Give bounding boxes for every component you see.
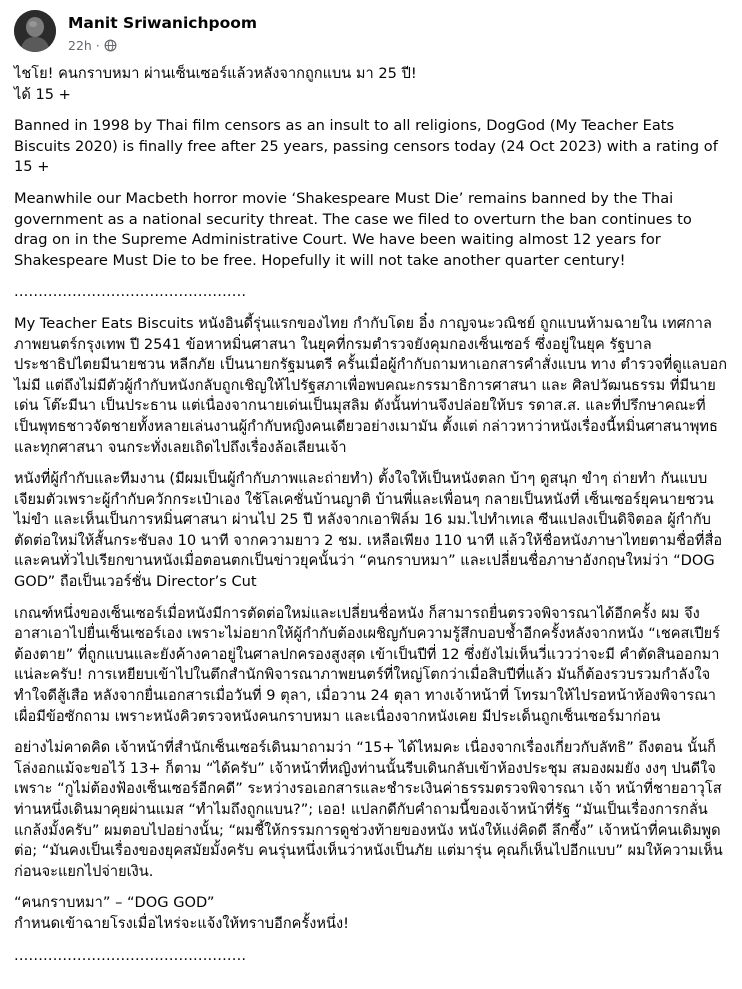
post-timestamp[interactable]: 22h — [68, 38, 92, 53]
avatar-photo-icon — [14, 10, 56, 52]
post-paragraph: เกณฑ์หนึ่งของเซ็นเซอร์เมื่อหนังมีการตัดต่อใหม่และเปลี่ยนชื่อหนัง ก็สามารถยื่นตรวจพิจารณาได้อีกครั้ง ผม จึงอาสาเอาไปยื่นเซ็นเซอร์เอง เพราะไม่อยากให้ผู้กำกับต้องเผชิญกับความรู้สึกบอบช้ำอีกครั้งหลังจากหนัง “เชคสเปียร์ต้องตาย” ที่ถูกแบนและยังค้างคาอยู่ในศาลปกครองสูงสุด เข้าเป็นปีที่ 12 ซึ่งยังไม่เห็นวี่แววว่าจะมี คำตัดสินออกมา แน่ละครับ! การเหยียบเข้าไปในตึกสำนักพิจารณาภาพยนตร์ที่ใหญ่โตกว่าเมื่อสิบปีที่แล้ว มันก็ต้องรวบรวมกำลังใจ ทำใจดีสู้เสือ หลังจากยื่นเอกสารเมื่อวันที่ 9 ตุลา, เมื่อวาน 24 ตุลา ทางเจ้าหน้าที่ โทรมาให้ไปรอหน้าห้องพิจารณาเผื่อมีข้อซักถาม เพราะหนังคิวตรวจหนังคนกราบหมา และเนื่องจากหนังเคย มีประเด็นถูกเซ็นเซอร์มาก่อน — [14, 604, 721, 725]
author-name[interactable]: Manit Sriwanichpoom — [68, 14, 258, 32]
post-divider: ................................................ — [14, 946, 247, 964]
post-paragraph: Meanwhile our Macbeth horror movie ‘Shakespeare Must Die’ remains banned by the Thai government as a national security threat. The case we filed to overturn the ban continues to drag on in the Supreme Administrative Court. We have been waiting almost 12 years for Shakespeare Must Die to be free. Hopefully it will not take another quarter century! — [14, 189, 692, 269]
globe-icon[interactable] — [104, 39, 117, 52]
post-paragraph: ไชโย! คนกราบหมา ผ่านเซ็นเซอร์แล้วหลังจากถูกแบน มา 25 ปี! ได้ 15 + — [14, 65, 417, 103]
post-paragraph: “คนกราบหมา” – “DOG GOD” กำหนดเข้าฉายโรงเมื่อไหร่จะแจ้งให้ทราบอีกครั้งหนึ่ง! — [14, 894, 349, 932]
post-header — [14, 10, 714, 58]
post-paragraph: อย่างไม่คาดคิด เจ้าหน้าที่สำนักเซ็นเซอร์เดินมาถามว่า “15+ ได้ไหมคะ เนื่องจากเรื่องเกี่ยวกับลัทธิ” ถึงตอน นั้นก็โล่งอกแม้จะขอไว้ 13+ ก็ตาม “ได้ครับ” เจ้าหน้าที่หญิงท่านนั้นรีบเดินกลับเข้าห้องประชุม สมองผมยัง งงๆ ปนดีใจเพราะ “กูไม่ต้องฟ้องเซ็นเซอร์อีกคดี” ระหว่างรอเอกสารและชำระเงินค่าธรรมตรวจพิจารณา เจ้า หน้าที่ชายอาวุโสท่านหนึ่งเดินมาคุยผ่านแมส “ทำไมถึงถูกแบน?”; เออ! แปลกดีกับคำถามนี้ของเจ้าหน้าที่รัฐ “มันเป็นเรื่องการกลั่นแกล้งมั้งครับ” ผมตอบไปอย่างนั้น; “ผมชี้ให้กรรมการดูช่วงท้ายของหนัง หนังให้แง่คิดดี ลึกซึ้ง” เจ้าหน้าที่คนเดิมพูดต่อ; “มันคงเป็นเรื่องของยุคสมัยมั้งครับ คนรุ่นหนึ่งเห็นว่าหนังเป็นภัย แต่มารุ่น คุณก็เห็นไปอีกแบบ” ผมให้ความเห็นก่อนจะแยกไปจ่ายเงิน. — [14, 739, 723, 880]
post-body — [14, 64, 728, 977]
post-divider: ................................................ — [14, 283, 247, 301]
post-meta — [68, 38, 117, 53]
post-paragraph: หนังที่ผู้กำกับและทีมงาน (มีผมเป็นผู้กำกับภาพและถ่ายทำ) ตั้งใจให้เป็นหนังตลก บ้าๆ ดูสนุก ขำๆ ถ่ายทำ กันแบบเจียมตัวเพราะผู้กำกับควักกระเป๋าเอง ใช้โลเคชั่นบ้านญาติ บ้านพี่และเพื่อนๆ กลายเป็นหนังที่ เซ็นเซอร์ยุคนายชวนไม่ขำ และเห็นเป็นการหมิ่นศาสนา ผ่านไป 25 ปี หลังจากเอาฟิล์ม 16 มม.ไปทำเทเล ซีนแปลงเป็นดิจิตอล ผู้กำกับตัดต่อใหม่ให้สั้นกระชับลง 10 นาที จากความยาว 2 ชม. เหลือเพียง 110 นาที แล้วให้ชื่อหนังภาษาไทยตามชื่อที่สื่อและคนทั่วไปเรียกขานหนังเมื่อตอนตกเป็นข่าวยุคนั้นว่า “คนกราบหมา” และเปลี่ยนชื่อภาษาอังกฤษใหม่ว่า “DOG GOD” ถือเป็นเวอร์ชั่น Director’s Cut — [14, 470, 723, 591]
avatar[interactable] — [14, 10, 56, 52]
post-paragraph: My Teacher Eats Biscuits หนังอินดี้รุ่นแรกของไทย กำกับโดย อิ๋ง กาญจนะวณิชย์ ถูกแบนห้ามฉายใน เทศกาลภาพยนตร์กรุงเทพ ปี 2541 ข้อหาหมิ่นศาสนา ในยุคที่กรมตำรวจยังคุมกองเซ็นเซอร์ ซึ่งอยู่ในยุค รัฐบาลประชาธิปไตยมีนายชวน หลีกภัย เป็นนายกรัฐมนตรี ครั้นเมื่อผู้กำกับถามหาเอกสารคำสั่งแบน ทาง ตำรวจที่ดูแลบอกไม่มี แต่ถึงไม่มีตัวผู้กำกับหนังกลับถูกเชิญให้ไปรัฐสภาเพื่อพบคณะกรรมาธิการศาสนา และ ศิลปวัฒนธรรม ที่มีนายเด่น โต๊ะมีนา เป็นประธาน แต่เนื่องจากนายเด่นเป็นมุสลิม ดังนั้นท่านจึงปล่อยให้บร รดาส.ส. และที่ปรึกษาคณะที่เป็นพุทธชาวจัดชายทั้งหลายเล่นงานผู้กำกับหญิงคนเดียวอย่างเมามัน ตั้งแต่ กล่าวหาว่าหนังเรื่องนี้หมิ่นศาสนาพุทธและทุกศาสนา จนกระทั่งเลยเถิดไปถึงเรื่องล้อเลียนเจ้า — [14, 314, 728, 456]
post-paragraph: Banned in 1998 by Thai film censors as an insult to all religions, DogGod (My Teacher Eats Biscuits 2020) is finally free after 25 years, passing censors today (24 Oct 2023) with a rating of 15 + — [14, 117, 718, 176]
meta-separator: · — [95, 38, 100, 53]
